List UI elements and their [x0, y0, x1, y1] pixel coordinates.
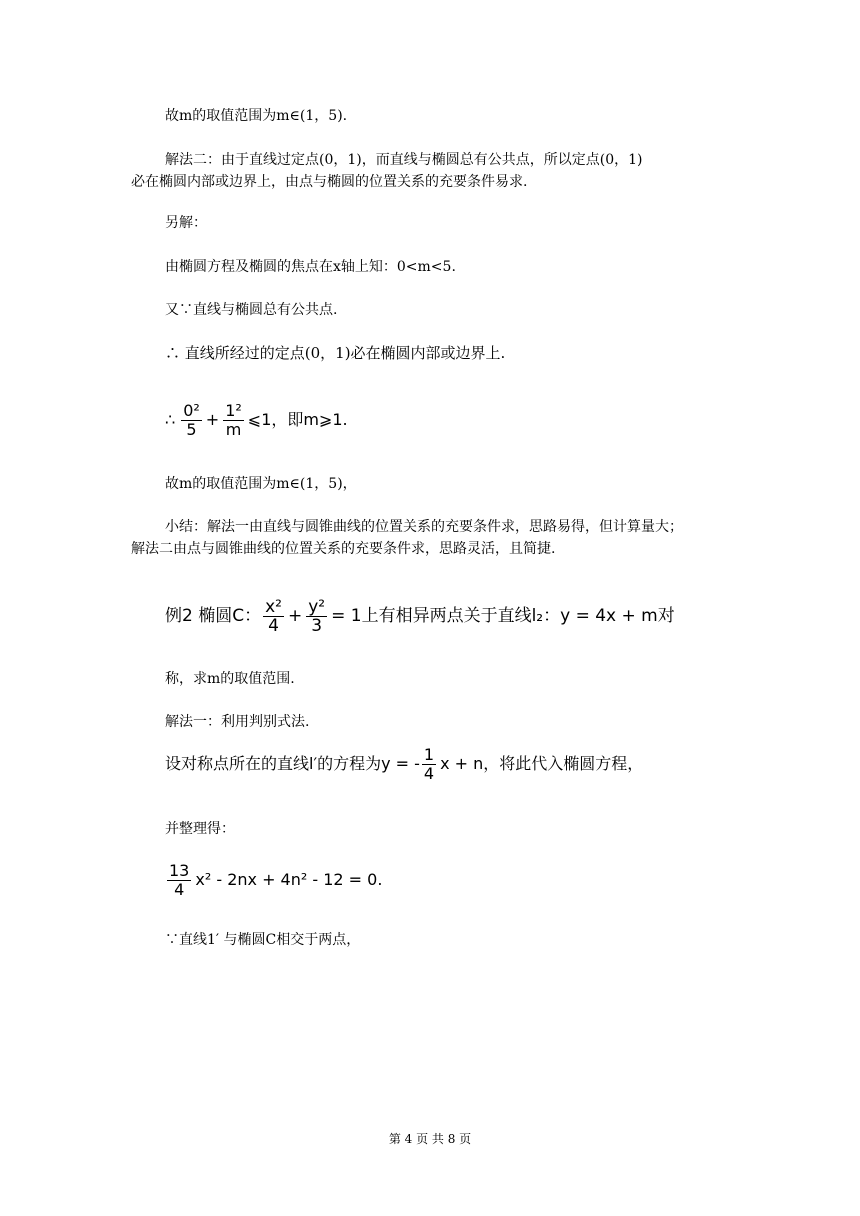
fraction: $\frac{\text{y²}}{3}$ — [308, 596, 326, 636]
equation-quadratic: $\frac{13}{4}$ x² - 2nx + 4n² - 12 = 0. — [169, 860, 383, 899]
text-line: 由椭圆方程及椭圆的焦点在x轴上知：0<m<5. — [165, 259, 456, 275]
fraction: $\frac{\text{1²}}{m}$ — [225, 400, 242, 439]
text-line: 又∵直线与椭圆总有公共点. — [165, 302, 338, 318]
text-line: 故m的取值范围为m∈(1，5). — [165, 108, 348, 124]
fraction: $\frac{1}{4}$ — [423, 744, 435, 783]
text-line: 解法一：利用判别式法. — [165, 714, 310, 730]
example-2-heading: 例2 椭圆C： $\frac{\text{x²}}{4}$ + $\frac{\text{y²}}{3}$ = 1上有相异两点关于直线l₂：y = 4x + m对 — [165, 596, 675, 636]
text-line: ∵直线1′ 与椭圆C相交于两点， — [165, 932, 361, 948]
fraction: $\frac{13}{4}$ — [169, 860, 190, 899]
text-line: 另解： — [165, 215, 207, 231]
equation-inequality: ∴ $\frac{\text{0²}}{5}$ + $\frac{\text{1²}}{m}$ ⩽1，即m⩾1. — [165, 400, 348, 439]
fraction: $\frac{\text{x²}}{4}$ — [265, 596, 282, 636]
text-line: 小结：解法一由直线与圆锥曲线的位置关系的充要条件求，思路易得，但计算量大； — [165, 519, 683, 535]
text-line: 称，求m的取值范围. — [165, 671, 295, 687]
text-line: 并整理得： — [165, 821, 235, 837]
text-line: 解法二由点与圆锥曲线的位置关系的充要条件求，思路灵活，且简捷. — [131, 541, 556, 557]
therefore-symbol: ∴ — [165, 410, 176, 429]
text-line: 解法二：由于直线过定点(0，1)，而直线与椭圆总有公共点，所以定点(0，1) — [165, 152, 643, 168]
text-line: 必在椭圆内部或边界上，由点与椭圆的位置关系的充要条件易求. — [131, 174, 528, 190]
fraction: $\frac{\text{0²}}{5}$ — [183, 400, 200, 439]
text-line: ∴ 直线所经过的定点(0，1)必在椭圆内部或边界上. — [165, 344, 506, 362]
equation-line-l-prime: 设对称点所在的直线l′的方程为y = - $\frac{1}{4}$ x + n，将此代入椭圆方程， — [165, 744, 644, 783]
page-footer: 第 4 页 共 8 页 — [388, 1132, 472, 1146]
text-line: 故m的取值范围为m∈(1，5)， — [165, 476, 357, 492]
